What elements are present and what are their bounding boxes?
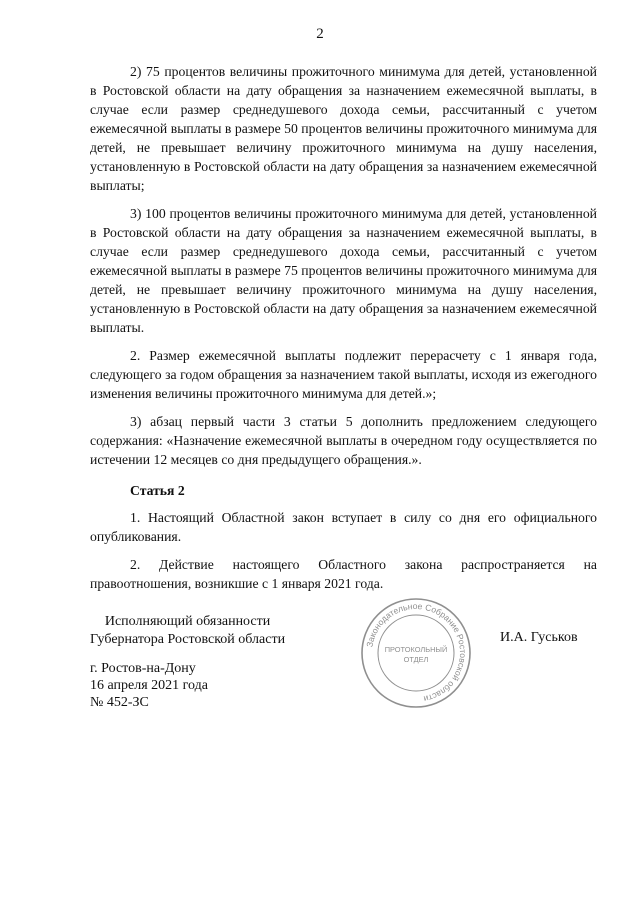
paragraph-item-3-100: 3) 100 процентов величины прожиточного минимума для детей, установленной в Ростовской области на дату обращения за назначением ежемесячной выплаты, в случае если размер среднедушевого дохода семьи, рассчитанный с учетом ежемесячной выплаты в размере 75 процентов величины прожиточного минимума для детей, не превышает величину прожиточного минимума на душу населения, установленную в Ростовской области на дату обращения за назначением ежемесячной выплаты. — [90, 206, 597, 335]
document-body — [90, 62, 597, 602]
article-2-paragraph-2: 2. Действие настоящего Областного закона распространяется на правоотношения, возникшие с 1 января 2021 года. — [90, 557, 597, 591]
article-2-paragraph-1: 1. Настоящий Областной закон вступает в силу со дня его официального опубликования. — [90, 510, 597, 544]
city: г. Ростов-на-Дону — [90, 661, 196, 676]
stamp-center-line-1: ПРОТОКОЛЬНЫЙ — [384, 645, 448, 654]
paragraph-item-2-75: 2) 75 процентов величины прожиточного минимума для детей, установленной в Ростовской области на дату обращения за назначением ежемесячной выплаты, в случае если размер среднедушевого дохода семьи, рассчитанный с учетом ежемесячной выплаты в размере 50 процентов величины прожиточного минимума для детей, не превышает величину прожиточного минимума на душу населения, установленную в Ростовской области на дату обращения за назначением ежемесячной выплаты; — [90, 64, 597, 193]
stamp-ring-textpath: Законодательное Собрание Ростовской области — [364, 600, 469, 705]
signatory-title-line-2: Губернатора Ростовской области — [90, 632, 286, 647]
stamp-center-line-2: ОТДЕЛ — [403, 655, 429, 664]
signatory-title — [90, 613, 285, 649]
signatory-name: И.А. Гуськов — [500, 630, 578, 645]
adoption-date: 16 апреля 2021 года — [90, 678, 208, 693]
place-date-number — [90, 660, 208, 711]
paragraph-recalculation: 2. Размер ежемесячной выплаты подлежит перерасчету с 1 января года, следующего за годом обращения за назначением такой выплаты, исходя из ежегодного изменения величины прожиточного минимума для детей.»; — [90, 348, 597, 401]
signatory-title-line-1: Исполняющий обязанности — [104, 614, 271, 629]
page-number: 2 — [316, 26, 324, 42]
paragraph-amendment-article-5: 3) абзац первый части 3 статьи 5 дополнить предложением следующего содержания: «Назначение ежемесячной выплаты в очередном году осуществляется по истечении 12 месяцев со дня предыдущего обращения.». — [90, 414, 597, 467]
official-stamp — [360, 597, 472, 709]
article-2-heading: Статья 2 — [130, 483, 185, 498]
law-number: № 452-ЗС — [90, 695, 149, 710]
